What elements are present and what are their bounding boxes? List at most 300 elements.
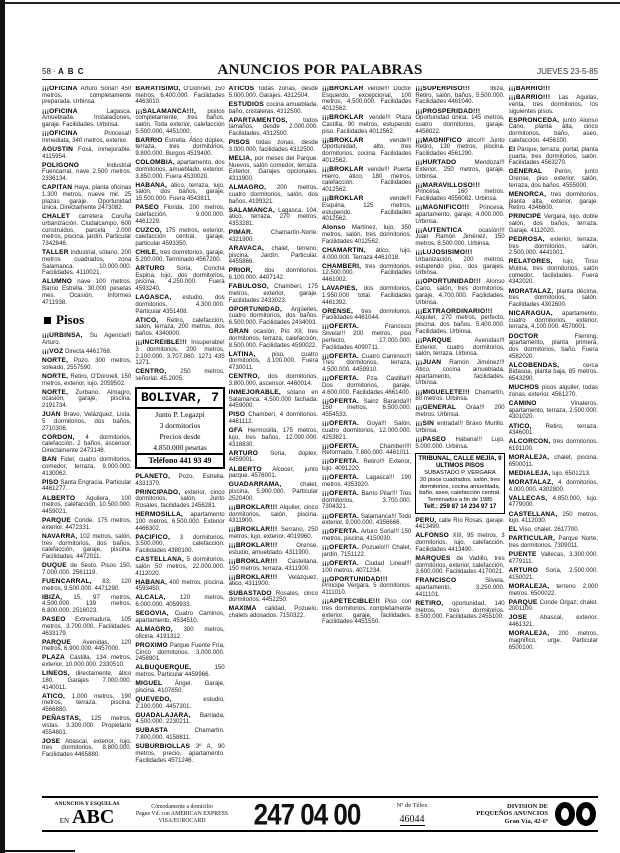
- ad-body: 3º A, 90 metros, precio, apartamento. Facilidades 4571246.: [135, 743, 225, 764]
- ad-body: oportunidad, 140 metros, tres dormitorios. 8.500.000. Facilidades 2455100.: [415, 599, 505, 621]
- classified-ad: [415, 138, 504, 158]
- section-heading-pisos: [44, 312, 131, 328]
- ad-body: 250 metros, lujo. 4112030.: [508, 510, 598, 525]
- ad-body: chalet, terreno, piscina. Jardín. Particular. 4455866.: [228, 244, 318, 266]
- classified-ad: [229, 352, 318, 372]
- ad-body: Su Agencia!!! Arturo.: [42, 332, 132, 346]
- ad-body: Directa 4461768.: [63, 348, 112, 356]
- classified-columns: [42, 86, 598, 794]
- classified-ad: [509, 615, 598, 628]
- classified-ad: [229, 559, 318, 572]
- classified-ad: [42, 131, 131, 144]
- ad-headword: ALCALA,: [135, 594, 166, 602]
- ad-body: 300 metros, oficina. 4191312.: [135, 626, 225, 640]
- ad-body: Chamartín. 7.800.000. 4158811.: [135, 727, 225, 742]
- classified-ad: [135, 557, 224, 577]
- ad-headword: FUENCARRAL,: [42, 577, 92, 585]
- ad-headword: ¡¡¡OPORTUNIDAD!!!: [321, 575, 388, 583]
- scan-edge: [0, 0, 5, 853]
- ad-body: Ángel. Garaje, piscina. 4107650.: [135, 680, 225, 694]
- ad-body: dos dormitorios, 3.800.000, ascensor. 4460014.: [228, 373, 318, 387]
- classified-ad: [42, 480, 131, 493]
- ad-body: carretera Coruña urbanización. Ciudalcampo, 600 construidos, parcela 2.000 metros, piscina, jardín. Particular 7342846.: [42, 213, 132, 248]
- ad-body: Oráa!!! 200 metros. Urbinsa.: [415, 404, 505, 419]
- paper-name: A B C: [58, 67, 85, 76]
- ad-headword: QUEVEDO,: [135, 695, 172, 703]
- ad-headword: FABULOSO,: [228, 283, 269, 291]
- classified-ad: [229, 118, 318, 138]
- ad-headword: PLANETO,: [135, 472, 171, 480]
- ad-body: todas zonas, desde 5.000.000. Garajes. 4312504.: [228, 86, 318, 99]
- classified-ad: [42, 86, 131, 106]
- section-title: ANUNCIOS POR PALABRAS: [217, 62, 423, 78]
- classified-ad: [322, 475, 411, 488]
- ad-body: Santa Engracia. Particular 4461277.: [42, 478, 132, 493]
- ad-headword: IBIZA,: [42, 593, 63, 601]
- classified-ad: [135, 595, 224, 608]
- ad-body: Vinateros, apartamento, terraza, 2.500.000. 4301020.: [508, 400, 598, 421]
- classified-ad: [509, 237, 598, 257]
- ad-body: estudio, dos dormitorios, 4.300.000. Particular 4351408.: [135, 294, 225, 315]
- ad-body: Abascal, exterior, lujo, tres dormitorios, 8.800.000. Facilidades 4465880.: [42, 737, 132, 759]
- ad-headword: TALLER: [42, 249, 69, 257]
- ad-headword: MORATALAZ,: [508, 287, 554, 295]
- classified-ad: [135, 369, 224, 382]
- ad-headword: HABANA,: [135, 181, 168, 189]
- payment-info: [132, 804, 232, 825]
- ad-body: Chamberí, 175 metros, exterior, garaje. Facilidades 2433023.: [228, 283, 318, 304]
- display-ad-line: 20 pisos cuadrados, salón, tres dormitorios, cocina amueblada,: [419, 476, 501, 490]
- classified-ad: [42, 109, 131, 129]
- ad-body: Castellana, 150 metros, terraza. 4311900.: [228, 557, 318, 572]
- ad-body: Conde Orgaz, chalet. 2001100.: [508, 598, 598, 613]
- classified-ad: [415, 390, 504, 403]
- ad-body: vende!!! Doctor Esquerdo, excepcional, 100 metros, 4.500.000. Facilidades 4012562.: [321, 86, 412, 113]
- ad-headword: PISO: [228, 411, 246, 419]
- classified-ad: [42, 655, 131, 668]
- classified-ad: [135, 728, 224, 741]
- classified-ad: [42, 640, 131, 653]
- ad-headword: ¡¡¡OPORTUNIDAD!!!: [415, 278, 481, 286]
- ad-headword: JOSE: [42, 737, 61, 745]
- classified-ad: [415, 556, 504, 576]
- classified-ad: [42, 496, 131, 516]
- ad-headword: ATICOS: [228, 86, 255, 92]
- ad-headword: ¡¡¡BROKLAR!!!: [228, 526, 278, 534]
- ad-headword: CASTELLANA,: [508, 510, 558, 518]
- ad-headword: ¡¡¡MIGUELETE!!!: [415, 388, 470, 396]
- ad-body: Foxá, inmejorable. 4115954.: [42, 145, 132, 160]
- ad-headword: COLOMBIA,: [135, 159, 175, 167]
- ad-headword: CUZCO,: [135, 226, 162, 234]
- classified-ad: [42, 671, 131, 691]
- classified-ad: [322, 599, 411, 626]
- classified-ad: [509, 192, 598, 212]
- ad-body: Chamartín-Norte. 4321900.: [228, 229, 318, 243]
- ad-body: Fleming, apartamento, planta primera, dos dormitorios, baño. Fuera 4582020.: [508, 332, 598, 360]
- classified-ad: [135, 611, 224, 624]
- ad-body: Viso, chalet. 2617700.: [517, 526, 580, 534]
- classified-ad: [42, 349, 131, 356]
- ad-headword: ¡¡¡OFERTA.: [321, 559, 360, 567]
- ad-headword: CENTRO,: [135, 368, 167, 376]
- ad-headword: AGUSTIN: [42, 145, 74, 153]
- ad-headword: ¡¡¡BROKLAR: [321, 165, 364, 173]
- ad-headword: CHAMBERI,: [321, 262, 362, 270]
- classified-ad: [135, 138, 224, 158]
- ad-body: Mendoza!!! Exterior, 250 metros, garaje. Urbinsa.: [415, 159, 505, 180]
- classified-ad: [135, 512, 224, 532]
- ad-column: [509, 86, 598, 794]
- classified-ad: [509, 552, 598, 565]
- ad-body: ocasión!!! Juan Ramón Jiménez, 150 metros, 8.500.000. Urbinsa.: [415, 226, 505, 248]
- ad-body: tres dormitorios, 12.500.000. Facilidades 4461002.: [321, 262, 412, 284]
- ad-headword: ¡¡¡BROKLAR!!!: [228, 503, 278, 511]
- ad-headword: ¡¡¡BROKLAR!!!: [228, 542, 278, 550]
- ad-headword: BAN: [42, 456, 57, 464]
- ad-headword: ALFONSO: [415, 532, 449, 540]
- ad-body: vende!!! Esquina, 125 metros, estupendo. Facilidades 4012562.: [321, 195, 412, 223]
- ad-headword: GUADARRAMA,: [228, 481, 282, 489]
- ad-body: junto Alonso Cano, planta alta, cinco dormitorios, baño, aseo, calefacción. 4456100.: [508, 116, 598, 144]
- classified-ad: [415, 183, 504, 203]
- classified-ad: [42, 163, 131, 183]
- classified-ad: [322, 561, 411, 574]
- classified-ad: [509, 401, 598, 421]
- ad-body: 175 metros, exterior, calefacción central, garaje, particular 4593350.: [135, 226, 225, 248]
- classified-ad: [135, 183, 224, 203]
- ad-headword: ¡¡¡EXTRAORDINARIO!!!: [415, 307, 493, 315]
- ad-headword: GFA: [228, 427, 243, 435]
- ad-headword: ¡¡¡MAGNIFICO!!!: [415, 204, 470, 212]
- division-line: PEQUEÑOS ANUNCIOS: [476, 810, 548, 818]
- ad-headword: ARTURO: [135, 265, 165, 272]
- classified-ad: [415, 601, 504, 621]
- classified-ad: [509, 334, 598, 361]
- classified-ad: [42, 390, 131, 410]
- ad-body: piso, cuatro dormitorios, 3.100.000. Fuera 4730011.: [228, 350, 318, 372]
- classified-ad: [42, 563, 131, 576]
- ad-headword: ALBERTO: [42, 494, 76, 502]
- ad-headword: ¡¡¡BROKLAR!!!: [228, 557, 278, 565]
- payment-line: Cómodamente a domicilio: [151, 803, 213, 810]
- ad-body: Fidel, cuatro dormitorios, comedor, terraza, 9.000.000. 4130062.: [42, 456, 132, 477]
- classified-ad: [322, 529, 411, 542]
- ad-headword: PARTICULAR,: [508, 535, 556, 543]
- classified-ad: [229, 606, 318, 619]
- classified-ad: [135, 160, 224, 180]
- ad-body: 5 dormitorios, salón 50 metros, 22.000.000. 4112020.: [135, 556, 225, 577]
- classified-ad: [415, 205, 504, 225]
- section-heading-text: Pisos: [56, 312, 85, 328]
- ad-body: Abascal, exterior. 4461321.: [508, 614, 598, 629]
- ad-body: Avenidas!!! Exterior, cuatro dormitorios, salón, terraza. Urbinsa.: [415, 336, 505, 358]
- ad-body: Francisco Silvela!!! 200 metros, piso perfecto, 17.000.000. Facilidades 4090711.: [321, 323, 412, 351]
- ad-body: chalet, piscina, 5.900.000. Particular 2520400.: [228, 481, 318, 502]
- ad-headword: MENORCA,: [508, 190, 547, 198]
- ads-label: ANUNCIOS Y ESQUELAS: [54, 800, 120, 807]
- classified-ad: [509, 480, 598, 493]
- classified-ad: [509, 536, 598, 549]
- classified-ad: [229, 284, 318, 304]
- classified-ad: [509, 439, 598, 452]
- ad-body: 400 metros, piscina. 4593450.: [135, 578, 225, 593]
- ad-headword: ¡¡¡BROKLAR: [321, 86, 364, 92]
- classified-ad: [42, 716, 131, 736]
- ad-body: 3 dormitorios, 3.500.000, calefacción. Facilidades 4380100.: [135, 533, 225, 555]
- ad-headword: MARQUES: [415, 554, 451, 562]
- payment-line: VISA/EUROCARD: [158, 817, 206, 824]
- ad-headword: ¡¡¡BARRIO!!!: [508, 86, 551, 92]
- ad-headword: SALAMANCA,: [228, 206, 275, 214]
- ad-body: Las Aguilas, venta, tres dormitorios, los siguientes pisos.: [508, 94, 598, 115]
- ad-body: Aguilera, 100 metros, calefacción, 10.500.000. 4459021.: [42, 494, 132, 515]
- division-line: DIVISION DE: [507, 802, 548, 810]
- classified-ad: [229, 505, 318, 525]
- ad-body: lujo, Tirso Molina, tres dormitorios, salón comedor, facilidades. Fuera 4342020.: [508, 258, 598, 286]
- page-header: [42, 60, 598, 80]
- en-label: EN: [59, 816, 70, 825]
- ad-headword: CHAMARTIN,: [321, 246, 366, 254]
- ad-body: Princesa, apartamento, garaje, 4.000.000. Urbinsa.: [415, 204, 505, 225]
- classified-ad: [135, 318, 224, 338]
- ad-headword: ESTUDIOS: [228, 100, 264, 108]
- ad-headword: MIGUEL: [135, 680, 163, 688]
- classified-ad: [322, 399, 411, 419]
- display-ad-line: Terminados a fin de 1985: [427, 497, 493, 504]
- ad-body: Estrella. Ático dúplex, terraza, tres dormitorios, 9.800.000. Burgos 4519400.: [135, 136, 225, 158]
- classified-ad: [42, 694, 131, 714]
- ad-headword: PEÑASTAS,: [42, 715, 82, 723]
- classified-ad: [229, 230, 318, 243]
- ad-body: Oportunidad única. 145 metros, cuatro dormitorios, garaje. 4458022.: [415, 114, 505, 135]
- classified-ad: [135, 643, 224, 663]
- classified-ad: [509, 568, 598, 581]
- ad-headword: ATICO,: [508, 422, 532, 430]
- classified-ad: [415, 360, 504, 387]
- display-ad-line: Precios desde: [159, 431, 201, 441]
- ad-column: [42, 86, 131, 794]
- ad-headword: NAVARRA,: [42, 532, 78, 540]
- ad-headword: ¡¡¡OFERTA.: [321, 528, 360, 536]
- classified-ad: [229, 208, 318, 228]
- ad-body: Rosales, cinco dormitorios. 4452250.: [228, 589, 318, 604]
- ad-body: Soria, 2.500.000. 4150021.: [508, 567, 598, 581]
- ad-column: [135, 86, 224, 794]
- ad-body: Lagasca. Amueblada. Instalaciones, garaje. Facilidades. Urbinsa.: [42, 107, 132, 128]
- ad-body: Insuperable! 3 dormitorios, 200 metros, 2.100.000. 3.707.060. 1271 435 1271.: [135, 339, 225, 367]
- ad-headword: ¡¡¡OFERTA.: [321, 512, 360, 520]
- ad-body: tres dormitorios. Facilidades 4461044.: [321, 307, 412, 322]
- ad-headword: NORTE,: [42, 388, 69, 396]
- ad-body: Perón, junto Orense, piso exterior, salón, terraza, dos baños. 4555000.: [508, 168, 598, 189]
- ad-headword: PERU,: [415, 516, 437, 524]
- display-ad-subtitle: ULTIMOS PISOS: [435, 462, 484, 470]
- classified-ad: [509, 385, 598, 398]
- classified-ad: [42, 595, 131, 615]
- classified-ad: [42, 518, 131, 531]
- ad-headword: CHALET: [42, 213, 70, 221]
- ad-body: tres dormitorios, planta alta, exterior, garaje. Retiro. 4346600.: [508, 190, 598, 212]
- classified-ad: [509, 584, 598, 597]
- ad-body: Arturo Soria!! 450 metros, completamente preparada. Urbinsa.: [42, 86, 132, 106]
- classified-ad: [42, 250, 131, 277]
- ad-body: Hermosilla, 175 metros, lujo, tres baños, 12.000.000. 4318830.: [228, 427, 318, 448]
- ad-body: 102 metros, salón, tres dormitorios, dos baños, calefacción, garaje, piscina. Facilidades. 4472011.: [42, 532, 132, 560]
- classified-ad: [415, 578, 504, 598]
- classified-ad: [42, 435, 131, 455]
- ad-body: Habana!!! Lujo, 5.000.000. Urbinsa.: [415, 435, 505, 450]
- classified-ad: [322, 376, 411, 396]
- telex-label: Nº de Télex: [396, 801, 428, 809]
- ad-headword: BARRIO: [135, 136, 163, 144]
- classified-ad: [509, 214, 598, 234]
- classified-ad: [135, 205, 224, 225]
- classified-ad: [229, 451, 318, 464]
- ad-body: Barriada, 4.500.000. 2230211.: [135, 711, 225, 726]
- ad-headword: El: [508, 145, 516, 153]
- ad-body: Princesa!! Inmediata, 340 metros, exterior.: [42, 130, 132, 144]
- display-ad-title: BOLIVAR, 7: [137, 389, 222, 409]
- ad-headword: SUBASTADO: [228, 589, 272, 597]
- ad-body: Chamberí!!! Reformado, 7.800.000. 4461011.: [321, 442, 412, 457]
- ad-headword: MAXIMA: [228, 605, 257, 613]
- ad-body: planta décima, tres dormitorios, salón. Facilidades 4302600.: [508, 287, 598, 308]
- classified-ad: [509, 259, 598, 286]
- classified-ad: [135, 490, 224, 510]
- ad-headword: BARATISIMO,: [135, 86, 181, 92]
- ad-body: Orense, estudio, amueblado. 4311900.: [228, 542, 318, 556]
- ad-headword: ¡¡¡PARQUE: [415, 336, 452, 344]
- ad-body: 4 dormitorios, 4.000.000. 4302800.: [508, 478, 598, 493]
- display-ad-line: SUBASTADO P. VERGARA: [424, 469, 496, 476]
- ad-body: Retiro, calefacción, salón, terraza, 200 metros, dos baños. 4340000.: [135, 316, 225, 338]
- ad-body: todos tamaños, desde 2.000.000. Facilidades. 4312500.: [228, 116, 318, 137]
- ad-headword: PRIOR,: [228, 267, 253, 275]
- ad-headword: LINEOS,: [42, 670, 70, 678]
- issue-date: JUEVES 23-5-85: [537, 67, 598, 76]
- ad-headword: MORALEJA,: [508, 454, 550, 462]
- classified-ad: [509, 455, 598, 468]
- classified-ad: [509, 424, 598, 437]
- classified-ad: [509, 95, 598, 115]
- page-number: 58 · A B C: [42, 67, 85, 76]
- ad-body: Avenidas, 120 metros, 6.900.000. 4457000.: [42, 638, 132, 653]
- ad-headword: NORTE,: [42, 372, 69, 380]
- ad-headword: ¡¡¡OFICINA: [42, 86, 78, 92]
- ad-body: Retiro, O'Donnell, 150 metros, exterior, lujo. 2059502.: [42, 372, 132, 387]
- ad-headword: ¡¡¡OFERTA.: [321, 490, 360, 497]
- classified-ad: [135, 86, 224, 106]
- classified-ad: [42, 185, 131, 212]
- ad-headword: ESPRONCEDA,: [508, 116, 560, 124]
- ad-headword: ¡¡¡OFERTA.: [321, 323, 360, 331]
- classified-ad: [509, 527, 598, 534]
- classified-ad: [322, 264, 411, 284]
- scan-top-rule: [5, 2, 620, 4]
- ad-body: 4.850.000, lujo. 4779000.: [508, 494, 598, 509]
- ad-column: [415, 86, 504, 794]
- ad-body: Salamanca!!! Todo exterior, 9.000.000. 4356666.: [321, 512, 412, 527]
- ad-headword: ¡¡¡BROKLAR: [321, 195, 364, 203]
- ad-body: Cuatro Caminos!!! Tres dormitorios, terraza, 4.500.000, 4459910.: [321, 352, 412, 374]
- classified-ad: [135, 681, 224, 694]
- ad-body: Velázquez, ático. 4311900.: [228, 573, 318, 588]
- ad-headword: ¡¡¡APETECIBLE!!!: [321, 598, 381, 606]
- classified-ad: [322, 167, 411, 194]
- ad-body: terreno 2.000 metros. 6500022.: [508, 582, 598, 597]
- classified-ad: [42, 617, 131, 637]
- ad-headword: APARTAMENTOS,: [228, 116, 288, 124]
- classified-ad: [42, 374, 131, 387]
- classified-ad: [229, 543, 318, 556]
- classified-ad: [322, 196, 411, 223]
- classified-ad: [229, 527, 318, 540]
- classified-ad: [229, 467, 318, 480]
- ad-headword: ¡¡¡INCREIBLE!!!: [135, 339, 188, 347]
- ad-body: de Sesto. Pisos 150, 7.000.000. 2561119.: [42, 562, 132, 576]
- ad-body: apartamento, dos dormitorios, amueblado, exterior. 3.850.000. Fuera 4530020.: [135, 159, 225, 180]
- ad-body: Alcocer, junto parque. 4576001.: [228, 465, 318, 480]
- ad-headword: HABANA,: [135, 578, 168, 586]
- ad-headword: ¡¡¡OFERTA.: [321, 420, 360, 428]
- ad-body: cocina amueblada, baño, cristaleras. 4312500.: [228, 100, 318, 115]
- ad-body: ocasión, Pío XII, tres dormitorios, terraza, calefacción, 8.500.000. Facilidades 4590022.: [228, 328, 318, 349]
- classified-ad: [229, 575, 318, 588]
- ad-headword: CAMINO: [508, 400, 537, 407]
- ad-headword: ¡¡¡BROKLAR: [321, 136, 364, 144]
- classified-ad: [322, 444, 411, 457]
- ad-headword: PROXIMO: [135, 641, 168, 649]
- ad-body: vende!!! Oportunidad, alto, tres dormitorios, cocina. Facilidades 4012562.: [321, 136, 412, 164]
- ad-headword: PARQUE: [508, 598, 538, 606]
- page-number-value: 58: [42, 67, 51, 76]
- classified-ad: [229, 185, 318, 205]
- ad-headword: Alonso: [321, 224, 346, 232]
- classified-ad: [135, 295, 224, 315]
- ad-headword: ALUMNO: [42, 278, 73, 286]
- ad-headword: PASEO: [135, 204, 159, 212]
- ad-body: XIII, 95 metros, 3 dormitorios, lujo, calefacción. Facilidades 4413490.: [415, 532, 505, 553]
- ad-body: Príncipe Vergara, 5 dormitorios. 4111010.: [321, 582, 412, 597]
- ad-headword: PARQUE: [42, 638, 71, 646]
- ad-body: Princesa, 160 metros. Facilidades 4556082. Urbinsa.: [415, 188, 505, 203]
- ad-body: Piso con tres dormitorios, completamente exterior, garaje, facilidades. Facilidades 4451550.: [321, 598, 412, 626]
- ad-headword: LATINA,: [228, 350, 256, 358]
- classified-ad: [229, 246, 318, 266]
- classified-ad: [509, 147, 598, 167]
- footer-phone: 247 04 00: [253, 796, 361, 831]
- ad-body: estudio, 2.100.000. 4457301.: [135, 695, 225, 710]
- ad-headword: PISOS: [228, 139, 250, 147]
- classified-ad: [135, 228, 224, 248]
- classified-ad: [229, 428, 318, 448]
- ad-body: exterior, cinco dormitorios, salón. Junto Rosales, facilidades 2456281.: [135, 488, 225, 510]
- ad-body: Argüelles, cuatro dormitorios, dos baños. 6.500.000. Facilidades 2434003.: [228, 305, 318, 327]
- classified-ad: [322, 459, 411, 472]
- classified-ad: [322, 286, 411, 306]
- ad-body: calle Río Rosas, garaje. 4413490.: [415, 516, 505, 531]
- ad-body: Castilla, 134 metros, exterior, 10.000.000. 2330510.: [42, 654, 132, 669]
- ad-body: Parque Fuente Fría, Cinco dormitorios. 3.000.000. 2458901.: [135, 641, 225, 663]
- ad-body: Florida, 200 metros, calefacción, 9.000.000. 4461229.: [135, 204, 225, 225]
- ad-column: [322, 86, 411, 794]
- classified-ad: [322, 545, 411, 558]
- ad-headword: ¡¡¡SIN: [415, 420, 435, 428]
- ad-body: Alquiler, 270 metros, perfecto, piscina, dos baños. 5.400.000. Facilidades. Urbinsa.: [415, 314, 505, 335]
- ad-body: 1.000 metros, 190 metros, terraza, piscina. 4566880.: [42, 692, 132, 714]
- division-address: Gran Vía, 42-6º: [504, 817, 548, 825]
